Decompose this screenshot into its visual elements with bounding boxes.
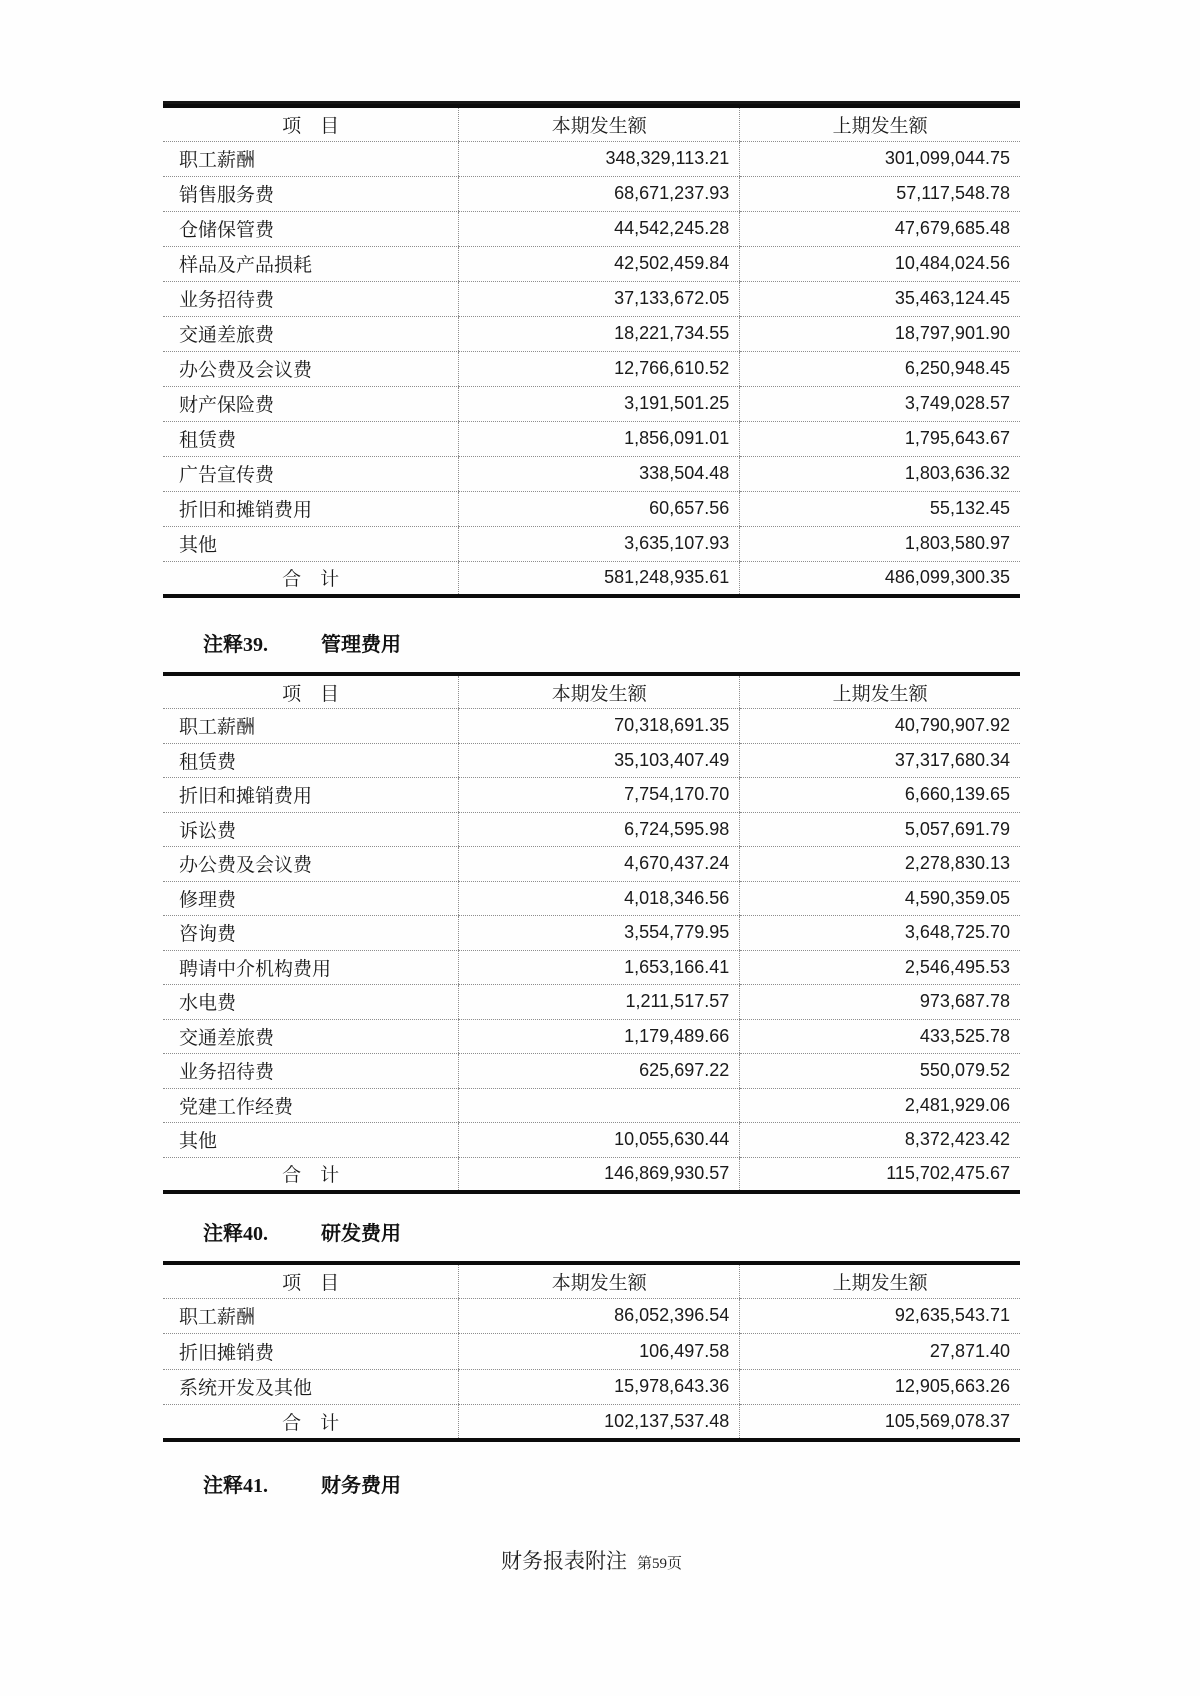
amount-cell: 10,484,024.56 xyxy=(740,246,1020,281)
table-row xyxy=(163,386,1020,421)
rd-expenses-table xyxy=(163,1261,1020,1443)
table-row xyxy=(163,743,1020,778)
table-row xyxy=(163,916,1020,951)
total-label-cell: 合 计 xyxy=(282,1165,340,1186)
amount-cell: 57,117,548.78 xyxy=(740,176,1020,211)
amount-cell: 35,463,124.45 xyxy=(740,281,1020,316)
amount-cell: 1,856,091.01 xyxy=(459,421,740,456)
amount-cell: 4,590,359.05 xyxy=(740,881,1020,916)
footer-title: 财务报表附注 xyxy=(500,1549,627,1573)
amount-cell: 4,670,437.24 xyxy=(459,847,740,882)
item-label-cell: 广告宣传费 xyxy=(163,456,459,491)
item-label-cell: 其他 xyxy=(163,526,459,561)
amount-cell: 433,525.78 xyxy=(740,1019,1020,1054)
item-label-cell: 系统开发及其他 xyxy=(163,1369,459,1405)
note-number: 注释39. xyxy=(203,634,268,656)
amount-cell: 92,635,543.71 xyxy=(740,1298,1020,1334)
amount-cell: 348,329,113.21 xyxy=(459,141,740,176)
table-row xyxy=(163,812,1020,847)
note-title: 研发费用 xyxy=(321,1222,401,1245)
amount-cell: 550,079.52 xyxy=(740,1054,1020,1089)
item-label-cell: 样品及产品损耗 xyxy=(163,246,459,281)
amount-cell: 2,546,495.53 xyxy=(740,950,1020,985)
amount-cell: 40,790,907.92 xyxy=(740,709,1020,744)
amount-cell: 1,803,636.32 xyxy=(740,456,1020,491)
note-number: 注释40. xyxy=(203,1222,268,1245)
amount-cell: 86,052,396.54 xyxy=(459,1298,740,1334)
selling-expenses-table xyxy=(163,104,1020,598)
note-title: 财务费用 xyxy=(321,1475,401,1497)
item-label-cell: 办公费及会议费 xyxy=(163,351,459,386)
item-label-cell: 折旧和摊销费用 xyxy=(163,778,459,813)
amount-cell: 1,179,489.66 xyxy=(459,1019,740,1054)
table-header-row xyxy=(163,1263,1020,1299)
table-header-cell: 项 目 xyxy=(163,106,459,141)
amount-cell: 68,671,237.93 xyxy=(459,176,740,211)
table-row xyxy=(163,316,1020,351)
item-label-cell: 财产保险费 xyxy=(163,386,459,421)
item-label-cell: 租赁费 xyxy=(163,743,459,778)
amount-cell: 37,133,672.05 xyxy=(459,281,740,316)
table-row xyxy=(163,491,1020,526)
amount-cell: 37,317,680.34 xyxy=(740,743,1020,778)
amount-cell: 70,318,691.35 xyxy=(459,709,740,744)
amount-cell: 625,697.22 xyxy=(459,1054,740,1089)
table-row xyxy=(163,1334,1020,1370)
item-label-cell: 租赁费 xyxy=(163,421,459,456)
item-label-cell: 业务招待费 xyxy=(163,1054,459,1089)
amount-cell: 1,211,517.57 xyxy=(459,985,740,1020)
table-row xyxy=(163,1369,1020,1405)
amount-cell: 1,803,580.97 xyxy=(740,526,1020,561)
item-label-cell: 其他 xyxy=(163,1123,459,1158)
item-label-cell: 折旧和摊销费用 xyxy=(163,491,459,526)
amount-cell: 338,504.48 xyxy=(459,456,740,491)
table-header-cell: 本期发生额 xyxy=(459,674,740,709)
amount-cell: 55,132.45 xyxy=(740,491,1020,526)
page-footer xyxy=(163,1545,1020,1575)
amount-cell: 7,754,170.70 xyxy=(459,778,740,813)
table-header-cell: 上期发生额 xyxy=(740,1263,1020,1299)
table-row xyxy=(163,709,1020,744)
table-row xyxy=(163,281,1020,316)
amount-cell: 301,099,044.75 xyxy=(740,141,1020,176)
table-row xyxy=(163,351,1020,386)
note-number: 注释41. xyxy=(203,1475,268,1497)
item-label-cell: 水电费 xyxy=(163,985,459,1020)
amount-cell: 115,702,475.67 xyxy=(740,1157,1020,1192)
amount-cell: 3,749,028.57 xyxy=(740,386,1020,421)
amount-cell: 102,137,537.48 xyxy=(459,1405,740,1441)
amount-cell: 8,372,423.42 xyxy=(740,1123,1020,1158)
table-total-row xyxy=(163,561,1020,596)
note-heading-40 xyxy=(203,1221,1020,1247)
total-label-cell: 合 计 xyxy=(282,1413,340,1434)
item-label-cell: 职工薪酬 xyxy=(163,141,459,176)
amount-cell: 12,766,610.52 xyxy=(459,351,740,386)
amount-cell: 3,191,501.25 xyxy=(459,386,740,421)
amount-cell: 15,978,643.36 xyxy=(459,1369,740,1405)
table-row xyxy=(163,1019,1020,1054)
table-header-cell: 上期发生额 xyxy=(740,674,1020,709)
table-row xyxy=(163,778,1020,813)
table-total-row xyxy=(163,1157,1020,1192)
amount-cell: 60,657.56 xyxy=(459,491,740,526)
amount-cell: 27,871.40 xyxy=(740,1334,1020,1370)
amount-cell: 2,278,830.13 xyxy=(740,847,1020,882)
table-row xyxy=(163,211,1020,246)
amount-cell: 106,497.58 xyxy=(459,1334,740,1370)
note-title: 管理费用 xyxy=(321,634,401,656)
table-header-row xyxy=(163,674,1020,709)
amount-cell: 10,055,630.44 xyxy=(459,1123,740,1158)
amount-cell: 1,653,166.41 xyxy=(459,950,740,985)
amount-cell: 44,542,245.28 xyxy=(459,211,740,246)
amount-cell: 5,057,691.79 xyxy=(740,812,1020,847)
item-label-cell: 咨询费 xyxy=(163,916,459,951)
item-label-cell: 折旧摊销费 xyxy=(163,1334,459,1370)
item-label-cell: 仓储保管费 xyxy=(163,211,459,246)
table-header-cell: 上期发生额 xyxy=(740,106,1020,141)
amount-cell: 3,635,107.93 xyxy=(459,526,740,561)
item-label-cell: 职工薪酬 xyxy=(163,709,459,744)
table-row xyxy=(163,141,1020,176)
table-row xyxy=(163,847,1020,882)
amount-cell: 12,905,663.26 xyxy=(740,1369,1020,1405)
item-label-cell: 聘请中介机构费用 xyxy=(163,950,459,985)
amount-cell: 2,481,929.06 xyxy=(740,1088,1020,1123)
table-row xyxy=(163,950,1020,985)
table-total-row xyxy=(163,1405,1020,1441)
amount-cell: 18,797,901.90 xyxy=(740,316,1020,351)
footer-page-number: 第59页 xyxy=(636,1556,682,1572)
amount-cell: 47,679,685.48 xyxy=(740,211,1020,246)
amount-cell: 6,724,595.98 xyxy=(459,812,740,847)
item-label-cell: 党建工作经费 xyxy=(163,1088,459,1123)
total-label-cell: 合 计 xyxy=(282,569,340,591)
amount-cell: 973,687.78 xyxy=(740,985,1020,1020)
item-label-cell: 交通差旅费 xyxy=(163,316,459,351)
amount-cell: 146,869,930.57 xyxy=(459,1157,740,1192)
amount-cell: 6,250,948.45 xyxy=(740,351,1020,386)
table-row xyxy=(163,421,1020,456)
amount-cell: 18,221,734.55 xyxy=(459,316,740,351)
amount-cell: 1,795,643.67 xyxy=(740,421,1020,456)
table-header-cell: 项 目 xyxy=(163,674,459,709)
item-label-cell: 诉讼费 xyxy=(163,812,459,847)
table-row xyxy=(163,246,1020,281)
amount-cell: 3,554,779.95 xyxy=(459,916,740,951)
item-label-cell: 销售服务费 xyxy=(163,176,459,211)
table-row xyxy=(163,456,1020,491)
item-label-cell: 办公费及会议费 xyxy=(163,847,459,882)
table-header-row xyxy=(163,106,1020,141)
amount-cell: 42,502,459.84 xyxy=(459,246,740,281)
table-row xyxy=(163,1298,1020,1334)
note-heading-39 xyxy=(203,632,1020,658)
table-row xyxy=(163,985,1020,1020)
table-row xyxy=(163,526,1020,561)
amount-cell: 105,569,078.37 xyxy=(740,1405,1020,1441)
amount-cell: 35,103,407.49 xyxy=(459,743,740,778)
note-heading-41 xyxy=(203,1473,1020,1499)
amount-cell xyxy=(459,1088,740,1123)
table-header-cell: 项 目 xyxy=(163,1263,459,1299)
table-row xyxy=(163,881,1020,916)
table-row xyxy=(163,1123,1020,1158)
table-row xyxy=(163,1088,1020,1123)
page-content xyxy=(163,101,1020,1575)
table-header-cell: 本期发生额 xyxy=(459,106,740,141)
amount-cell: 581,248,935.61 xyxy=(459,561,740,596)
item-label-cell: 业务招待费 xyxy=(163,281,459,316)
amount-cell: 6,660,139.65 xyxy=(740,778,1020,813)
admin-expenses-table xyxy=(163,672,1020,1194)
item-label-cell: 职工薪酬 xyxy=(163,1298,459,1334)
amount-cell: 4,018,346.56 xyxy=(459,881,740,916)
amount-cell: 486,099,300.35 xyxy=(740,561,1020,596)
table-header-cell: 本期发生额 xyxy=(459,1263,740,1299)
item-label-cell: 交通差旅费 xyxy=(163,1019,459,1054)
table-row xyxy=(163,1054,1020,1089)
table-row xyxy=(163,176,1020,211)
item-label-cell: 修理费 xyxy=(163,881,459,916)
amount-cell: 3,648,725.70 xyxy=(740,916,1020,951)
